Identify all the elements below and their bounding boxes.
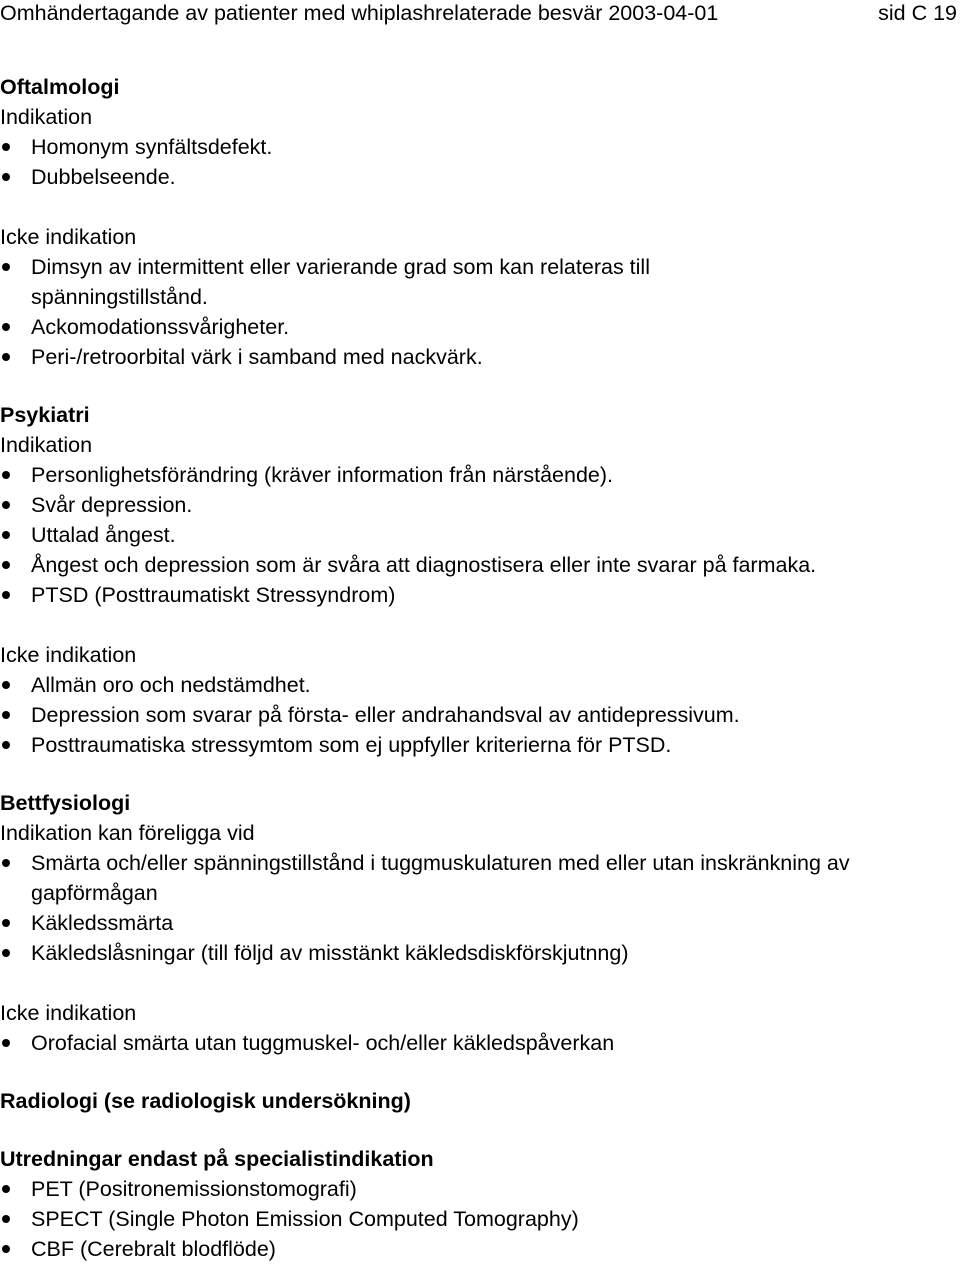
list-item-text: SPECT (Single Photon Emission Computed Tomography) — [31, 1207, 579, 1231]
list-item-text: Ackomodationssvårigheter. — [31, 315, 290, 339]
document-title: Omhändertagande av patienter med whiplashrelaterade besvär 2003-04-01 — [0, 1, 719, 25]
section-title: Bettfysiologi — [0, 791, 131, 815]
bullet-icon — [2, 501, 10, 509]
list-item — [0, 938, 960, 968]
list-item — [0, 1234, 960, 1264]
list-item — [0, 580, 960, 610]
list-item-text: CBF (Cerebralt blodflöde) — [31, 1237, 276, 1261]
list-item — [0, 700, 960, 730]
list-item — [0, 550, 960, 580]
no-indication-list — [0, 670, 960, 760]
no-indication-label: Icke indikation — [0, 225, 137, 249]
list-item — [0, 1174, 960, 1204]
list-item — [0, 908, 960, 938]
bullet-icon — [2, 323, 10, 331]
no-indication-list — [0, 252, 960, 372]
bullet-icon — [2, 143, 10, 151]
list-item — [0, 670, 960, 700]
bullet-icon — [2, 919, 10, 927]
list-item — [0, 490, 960, 520]
bullet-icon — [2, 711, 10, 719]
bullet-icon — [2, 353, 10, 361]
page-header — [0, 0, 957, 27]
list-item-text: PTSD (Posttraumatiskt Stressyndrom) — [31, 583, 396, 607]
list-item-text: Smärta och/eller spänningstillstånd i tuggmuskulaturen med eller utan inskränkning av gapförmågan — [31, 851, 850, 905]
bullet-icon — [2, 561, 10, 569]
list-item — [0, 730, 960, 760]
list-item-text: Depression som svarar på första- eller andrahandsval av antidepressivum. — [31, 703, 740, 727]
list-item-text: Dimsyn av intermittent eller varierande grad som kan relateras till spänningstillstånd. — [31, 255, 650, 309]
bullet-icon — [2, 1185, 10, 1193]
list-item-text: Posttraumatiska stressymtom som ej uppfyller kriterierna för PTSD. — [31, 733, 672, 757]
list-item-text: Dubbelseende. — [31, 165, 176, 189]
section-psykiatri — [0, 400, 960, 760]
section-title: Radiologi (se radiologisk undersökning) — [0, 1089, 411, 1113]
bullet-icon — [2, 681, 10, 689]
bullet-icon — [2, 1215, 10, 1223]
list-item-text: Uttalad ångest. — [31, 523, 176, 547]
indication-label: Indikation — [0, 433, 93, 457]
list-item-text: Peri-/retroorbital värk i samband med nackvärk. — [31, 345, 483, 369]
list-item-text: Svår depression. — [31, 493, 193, 517]
list-item-text: Käkledslåsningar (till följd av misstänkt käkledsdiskförskjutnng) — [31, 941, 629, 965]
bullet-icon — [2, 859, 10, 867]
bullet-icon — [2, 471, 10, 479]
section-title: Oftalmologi — [0, 75, 120, 99]
section-bettfysiologi — [0, 788, 960, 1058]
indication-label: Indikation — [0, 105, 93, 129]
list-item — [0, 342, 960, 372]
bullet-icon — [2, 741, 10, 749]
list-item — [0, 162, 960, 192]
bullet-icon — [2, 263, 10, 271]
bullet-icon — [2, 591, 10, 599]
investigation-list — [0, 1174, 960, 1264]
indication-list — [0, 132, 960, 192]
list-item — [0, 848, 960, 908]
list-item — [0, 252, 960, 312]
section-title: Utredningar endast på specialistindikation — [0, 1147, 434, 1171]
no-indication-label: Icke indikation — [0, 643, 137, 667]
list-item-text: Orofacial smärta utan tuggmuskel- och/eller käkledspåverkan — [31, 1031, 615, 1055]
section-utredningar — [0, 1144, 960, 1264]
list-item — [0, 1028, 960, 1058]
list-item-text: Allmän oro och nedstämdhet. — [31, 673, 311, 697]
indication-list — [0, 848, 960, 968]
list-item — [0, 460, 960, 490]
list-item — [0, 1204, 960, 1234]
page-number: sid C 19 — [878, 1, 957, 25]
bullet-icon — [2, 531, 10, 539]
bullet-icon — [2, 173, 10, 181]
section-title: Psykiatri — [0, 403, 90, 427]
list-item — [0, 132, 960, 162]
bullet-icon — [2, 949, 10, 957]
bullet-icon — [2, 1039, 10, 1047]
list-item-text: Käkledssmärta — [31, 911, 174, 935]
indication-list — [0, 460, 960, 610]
section-radiologi — [0, 1086, 960, 1116]
list-item — [0, 312, 960, 342]
list-item — [0, 520, 960, 550]
list-item-text: Ångest och depression som är svåra att diagnostisera eller inte svarar på farmaka. — [31, 553, 817, 577]
no-indication-list — [0, 1028, 960, 1058]
section-oftalmologi — [0, 72, 960, 372]
indication-label: Indikation kan föreligga vid — [0, 821, 255, 845]
list-item-text: Homonym synfältsdefekt. — [31, 135, 273, 159]
no-indication-label: Icke indikation — [0, 1001, 137, 1025]
bullet-icon — [2, 1245, 10, 1253]
list-item-text: Personlighetsförändring (kräver information från närstående). — [31, 463, 613, 487]
list-item-text: PET (Positronemissionstomografi) — [31, 1177, 357, 1201]
document-body — [0, 72, 960, 1264]
